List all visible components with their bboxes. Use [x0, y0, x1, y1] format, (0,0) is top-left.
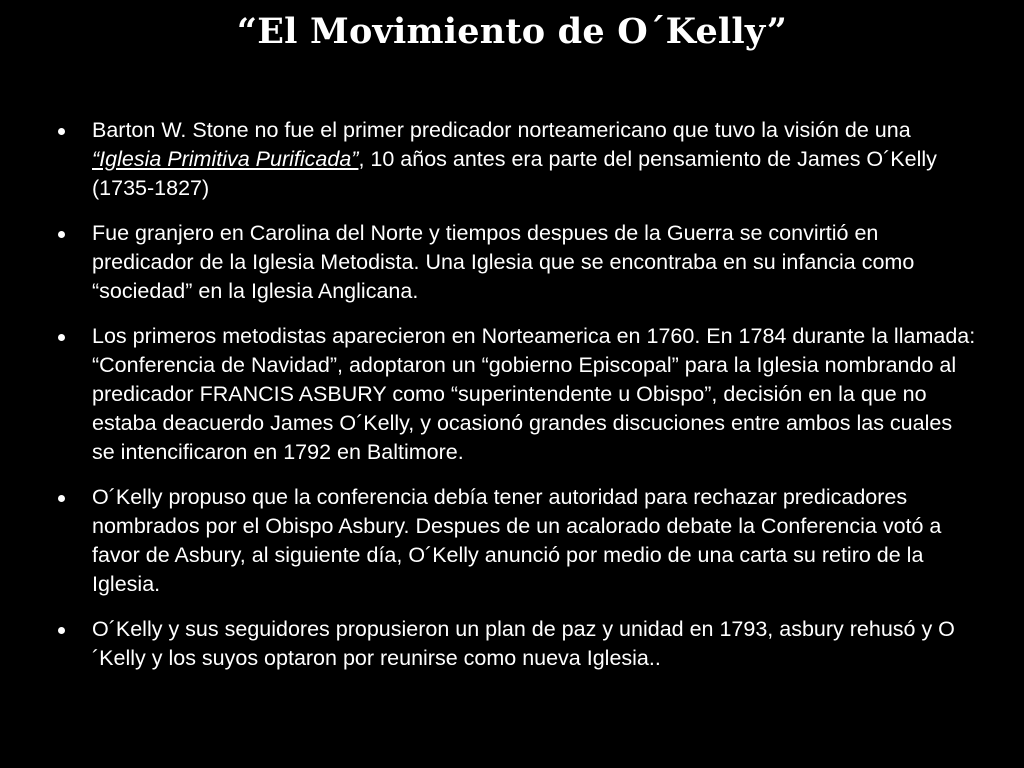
iglesia-primitiva-link[interactable]: “Iglesia Primitiva Purificada”: [92, 147, 359, 171]
bullet-text-start: Barton W. Stone no fue el primer predicador norteamericano que tuvo la visión de una: [92, 118, 911, 142]
bullet-item: [58, 219, 978, 306]
bullet-dot-icon: [58, 334, 65, 341]
bullet-dot-icon: [58, 495, 65, 502]
bullet-text-end: , 10 años antes era parte del pensamiento de James O´Kelly (1735-1827): [92, 147, 937, 200]
bullet-item: [58, 615, 978, 673]
bullet-item: [58, 322, 978, 467]
bullet-dot-icon: [58, 128, 65, 135]
bullet-item: [58, 116, 978, 203]
slide-title: “El Movimiento de O´Kelly”: [236, 11, 788, 52]
bullet-text: Los primeros metodistas aparecieron en Norteamerica en 1760. En 1784 durante la llamada: “Conferencia de Navidad”, adoptaron un “gobierno Episcopal” para la Iglesia nombrando al predicador FRANCIS ASBURY como “superintendente u Obispo”, decisión en la que no estaba deacuerdo James O´Kelly, y ocasionó grandes discuciones entre ambos las cuales se intencificaron en 1792 en Baltimore.: [92, 324, 976, 464]
bullet-text: O´Kelly propuso que la conferencia debía tener autoridad para rechazar predicadores nombrados por el Obispo Asbury. Despues de un acalorado debate la Conferencia votó a favor de Asbury, al siguiente día, O´Kelly anunció por medio de una carta su retiro de la Iglesia.: [92, 485, 942, 596]
bullet-text: O´Kelly y sus seguidores propusieron un plan de paz y unidad en 1793, asbury rehusó y O´Kelly y los suyos optaron por reunirse como nueva Iglesia..: [92, 617, 955, 670]
bullet-text: Fue granjero en Carolina del Norte y tiempos despues de la Guerra se convirtió en predicador de la Iglesia Metodista. Una Iglesia que se encontraba en su infancia como “sociedad” en la Iglesia Anglicana.: [92, 221, 915, 303]
bullet-item: [58, 483, 978, 599]
bullet-list: [58, 116, 978, 689]
bullet-dot-icon: [58, 231, 65, 238]
bullet-dot-icon: [58, 627, 65, 634]
